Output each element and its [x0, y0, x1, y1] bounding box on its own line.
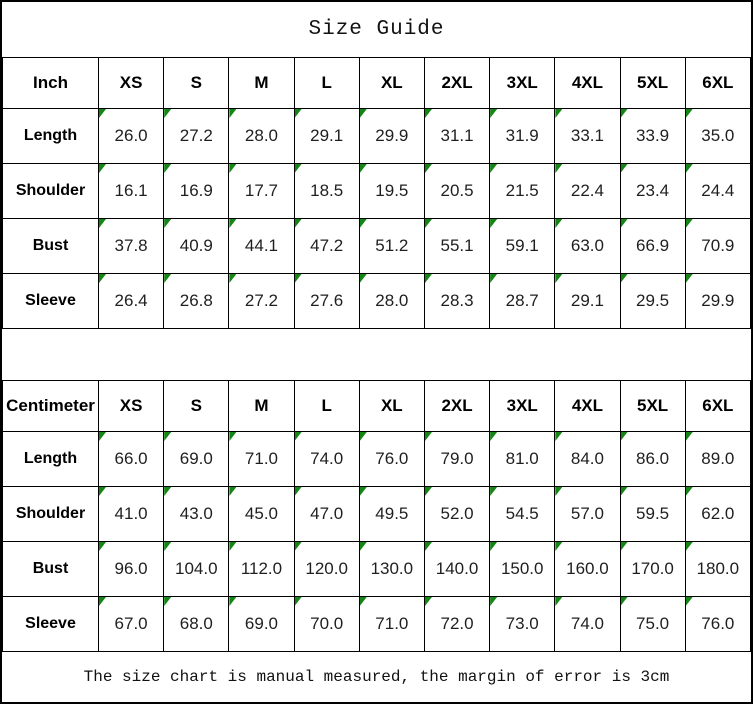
green-corner-flag-icon — [295, 597, 302, 606]
value-cell — [424, 274, 489, 329]
green-corner-flag-icon — [621, 542, 628, 551]
value-text: 27.2 — [179, 126, 213, 145]
value-text: 28.0 — [244, 126, 279, 145]
green-corner-flag-icon — [164, 432, 171, 441]
value-text: 140.0 — [435, 559, 479, 578]
green-corner-flag-icon — [164, 487, 171, 496]
unit-header-cell: Inch — [3, 58, 99, 109]
value-cell — [490, 432, 555, 487]
value-text: 28.3 — [440, 291, 474, 310]
green-corner-flag-icon — [99, 542, 106, 551]
value-cell — [620, 164, 685, 219]
value-text: 74.0 — [310, 449, 344, 468]
green-corner-flag-icon — [229, 274, 236, 283]
green-corner-flag-icon — [555, 487, 562, 496]
measurement-row — [3, 542, 751, 597]
value-cell — [685, 164, 750, 219]
value-text: 81.0 — [505, 449, 539, 468]
unit-header-cell: Centimeter — [3, 381, 99, 432]
size-header-cell: 5XL — [620, 58, 685, 109]
green-corner-flag-icon — [425, 542, 432, 551]
size-header-cell: 6XL — [685, 381, 750, 432]
value-text: 112.0 — [240, 559, 283, 578]
value-cell — [164, 597, 229, 652]
value-cell — [490, 219, 555, 274]
green-corner-flag-icon — [99, 432, 106, 441]
value-cell — [294, 432, 359, 487]
value-text: 29.9 — [701, 291, 735, 310]
value-cell — [555, 487, 620, 542]
green-corner-flag-icon — [295, 432, 302, 441]
value-text: 19.5 — [375, 181, 409, 200]
green-corner-flag-icon — [490, 597, 497, 606]
green-corner-flag-icon — [229, 487, 236, 496]
row-label: Length — [3, 109, 99, 164]
size-header-cell: 4XL — [555, 381, 620, 432]
value-text: 16.9 — [179, 181, 213, 200]
value-text: 28.7 — [505, 291, 539, 310]
value-cell — [294, 597, 359, 652]
measurement-row — [3, 274, 751, 329]
value-text: 49.5 — [375, 504, 409, 523]
green-corner-flag-icon — [686, 597, 693, 606]
value-text: 89.0 — [701, 449, 735, 468]
size-header-cell: 2XL — [424, 58, 489, 109]
value-cell — [229, 164, 294, 219]
value-text: 67.0 — [114, 614, 148, 633]
green-corner-flag-icon — [490, 274, 497, 283]
green-corner-flag-icon — [99, 274, 106, 283]
header-row — [3, 381, 751, 432]
green-corner-flag-icon — [490, 542, 497, 551]
green-corner-flag-icon — [425, 487, 432, 496]
value-text: 26.4 — [114, 291, 148, 310]
value-text: 29.5 — [636, 291, 670, 310]
green-corner-flag-icon — [360, 597, 367, 606]
green-corner-flag-icon — [425, 597, 432, 606]
green-corner-flag-icon — [295, 487, 302, 496]
value-text: 24.4 — [701, 181, 735, 200]
value-cell — [424, 164, 489, 219]
value-text: 43.0 — [179, 504, 213, 523]
green-corner-flag-icon — [229, 432, 236, 441]
value-text: 59.1 — [505, 236, 539, 255]
value-cell — [164, 109, 229, 164]
value-text: 22.4 — [570, 181, 604, 200]
green-corner-flag-icon — [295, 219, 302, 228]
table-gap — [2, 329, 751, 380]
value-text: 66.9 — [636, 236, 670, 255]
green-corner-flag-icon — [229, 219, 236, 228]
value-cell — [424, 432, 489, 487]
value-cell — [490, 542, 555, 597]
row-label: Sleeve — [3, 274, 99, 329]
value-cell — [99, 542, 164, 597]
value-cell — [164, 274, 229, 329]
value-text: 180.0 — [696, 559, 740, 578]
green-corner-flag-icon — [490, 109, 497, 118]
value-text: 20.5 — [440, 181, 474, 200]
value-text: 62.0 — [701, 504, 735, 523]
value-cell — [99, 164, 164, 219]
row-label: Bust — [3, 219, 99, 274]
value-cell — [229, 274, 294, 329]
value-text: 33.9 — [636, 126, 670, 145]
value-text: 17.7 — [244, 181, 279, 200]
value-cell — [229, 597, 294, 652]
green-corner-flag-icon — [164, 597, 171, 606]
value-text: 16.1 — [114, 181, 148, 200]
value-cell — [424, 597, 489, 652]
value-text: 55.1 — [440, 236, 474, 255]
green-corner-flag-icon — [295, 109, 302, 118]
green-corner-flag-icon — [686, 432, 693, 441]
value-cell — [294, 109, 359, 164]
row-label: Length — [3, 432, 99, 487]
value-text: 41.0 — [114, 504, 148, 523]
value-text: 54.5 — [505, 504, 539, 523]
value-cell — [164, 432, 229, 487]
green-corner-flag-icon — [360, 219, 367, 228]
value-cell — [685, 542, 750, 597]
value-text: 69.0 — [244, 614, 279, 633]
green-corner-flag-icon — [360, 542, 367, 551]
green-corner-flag-icon — [164, 109, 171, 118]
measurement-row — [3, 432, 751, 487]
green-corner-flag-icon — [425, 432, 432, 441]
value-cell — [229, 542, 294, 597]
green-corner-flag-icon — [621, 164, 628, 173]
value-text: 74.0 — [570, 614, 604, 633]
value-cell — [490, 597, 555, 652]
value-cell — [620, 109, 685, 164]
green-corner-flag-icon — [99, 487, 106, 496]
green-corner-flag-icon — [295, 164, 302, 173]
value-text: 69.0 — [179, 449, 213, 468]
green-corner-flag-icon — [686, 164, 693, 173]
value-cell — [229, 109, 294, 164]
green-corner-flag-icon — [164, 164, 171, 173]
row-label: Sleeve — [3, 597, 99, 652]
measurement-row — [3, 219, 751, 274]
value-text: 120.0 — [305, 559, 348, 578]
value-text: 73.0 — [505, 614, 539, 633]
value-text: 51.2 — [375, 236, 409, 255]
green-corner-flag-icon — [99, 109, 106, 118]
green-corner-flag-icon — [360, 109, 367, 118]
value-cell — [164, 164, 229, 219]
green-corner-flag-icon — [229, 597, 236, 606]
header-row — [3, 58, 751, 109]
green-corner-flag-icon — [490, 219, 497, 228]
green-corner-flag-icon — [229, 164, 236, 173]
value-cell — [164, 487, 229, 542]
size-header-cell: 2XL — [424, 381, 489, 432]
green-corner-flag-icon — [621, 487, 628, 496]
value-text: 160.0 — [566, 559, 609, 578]
value-cell — [229, 219, 294, 274]
value-cell — [490, 274, 555, 329]
value-cell — [620, 219, 685, 274]
value-cell — [555, 432, 620, 487]
centimeter-size-table — [2, 380, 751, 652]
green-corner-flag-icon — [555, 109, 562, 118]
value-cell — [555, 274, 620, 329]
value-cell — [294, 542, 359, 597]
green-corner-flag-icon — [490, 487, 497, 496]
value-text: 29.1 — [310, 126, 344, 145]
value-cell — [555, 597, 620, 652]
value-cell — [685, 274, 750, 329]
value-text: 63.0 — [570, 236, 604, 255]
value-cell — [685, 597, 750, 652]
page-title: Size Guide — [308, 18, 445, 41]
value-text: 52.0 — [440, 504, 474, 523]
value-text: 33.1 — [570, 126, 604, 145]
value-text: 31.1 — [440, 126, 474, 145]
value-text: 84.0 — [570, 449, 604, 468]
value-text: 104.0 — [175, 559, 218, 578]
green-corner-flag-icon — [555, 274, 562, 283]
size-header-cell: S — [164, 58, 229, 109]
value-text: 96.0 — [114, 559, 148, 578]
green-corner-flag-icon — [686, 542, 693, 551]
green-corner-flag-icon — [555, 542, 562, 551]
green-corner-flag-icon — [621, 274, 628, 283]
green-corner-flag-icon — [99, 164, 106, 173]
inch-size-table — [2, 57, 751, 329]
value-text: 70.9 — [701, 236, 735, 255]
value-cell — [294, 487, 359, 542]
value-text: 29.1 — [570, 291, 604, 310]
size-header-cell: XL — [359, 381, 424, 432]
value-text: 170.0 — [631, 559, 674, 578]
value-text: 21.5 — [505, 181, 539, 200]
size-header-cell: 3XL — [490, 58, 555, 109]
green-corner-flag-icon — [360, 164, 367, 173]
green-corner-flag-icon — [555, 597, 562, 606]
value-cell — [99, 274, 164, 329]
green-corner-flag-icon — [425, 164, 432, 173]
value-text: 37.8 — [114, 236, 148, 255]
green-corner-flag-icon — [621, 432, 628, 441]
value-cell — [294, 219, 359, 274]
size-header-cell: M — [229, 381, 294, 432]
value-text: 71.0 — [375, 614, 409, 633]
value-cell — [359, 542, 424, 597]
value-text: 27.2 — [244, 291, 279, 310]
green-corner-flag-icon — [686, 109, 693, 118]
green-corner-flag-icon — [295, 274, 302, 283]
footer-note: The size chart is manual measured, the margin of error is 3cm — [83, 668, 670, 686]
green-corner-flag-icon — [490, 432, 497, 441]
value-text: 79.0 — [440, 449, 474, 468]
row-label: Shoulder — [3, 487, 99, 542]
value-text: 130.0 — [370, 559, 414, 578]
value-cell — [99, 487, 164, 542]
value-text: 76.0 — [375, 449, 409, 468]
green-corner-flag-icon — [425, 219, 432, 228]
value-cell — [359, 274, 424, 329]
size-header-cell: XL — [359, 58, 424, 109]
value-text: 75.0 — [636, 614, 670, 633]
green-corner-flag-icon — [555, 164, 562, 173]
value-text: 47.0 — [310, 504, 344, 523]
green-corner-flag-icon — [99, 219, 106, 228]
value-cell — [164, 219, 229, 274]
value-cell — [99, 432, 164, 487]
value-text: 70.0 — [310, 614, 344, 633]
green-corner-flag-icon — [686, 274, 693, 283]
value-cell — [229, 432, 294, 487]
value-text: 18.5 — [310, 181, 344, 200]
value-cell — [620, 542, 685, 597]
green-corner-flag-icon — [686, 219, 693, 228]
value-text: 72.0 — [440, 614, 474, 633]
value-cell — [294, 274, 359, 329]
value-text: 35.0 — [701, 126, 735, 145]
green-corner-flag-icon — [621, 597, 628, 606]
value-cell — [555, 219, 620, 274]
value-text: 76.0 — [701, 614, 735, 633]
value-text: 59.5 — [636, 504, 670, 523]
green-corner-flag-icon — [425, 274, 432, 283]
green-corner-flag-icon — [490, 164, 497, 173]
size-header-cell: 5XL — [620, 381, 685, 432]
green-corner-flag-icon — [621, 109, 628, 118]
green-corner-flag-icon — [621, 219, 628, 228]
value-cell — [99, 597, 164, 652]
value-text: 26.0 — [114, 126, 148, 145]
measurement-row — [3, 109, 751, 164]
value-cell — [164, 542, 229, 597]
size-header-cell: M — [229, 58, 294, 109]
value-text: 26.8 — [179, 291, 213, 310]
green-corner-flag-icon — [360, 432, 367, 441]
measurement-row — [3, 597, 751, 652]
green-corner-flag-icon — [295, 542, 302, 551]
value-cell — [685, 219, 750, 274]
row-label: Shoulder — [3, 164, 99, 219]
value-text: 57.0 — [570, 504, 604, 523]
value-cell — [424, 109, 489, 164]
green-corner-flag-icon — [229, 542, 236, 551]
value-text: 29.9 — [375, 126, 409, 145]
value-text: 40.9 — [179, 236, 213, 255]
green-corner-flag-icon — [555, 432, 562, 441]
measurement-row — [3, 487, 751, 542]
value-text: 45.0 — [244, 504, 279, 523]
value-cell — [229, 487, 294, 542]
value-text: 28.0 — [375, 291, 409, 310]
size-header-cell: XS — [99, 58, 164, 109]
green-corner-flag-icon — [99, 597, 106, 606]
value-cell — [685, 487, 750, 542]
value-cell — [555, 164, 620, 219]
value-cell — [685, 109, 750, 164]
value-cell — [490, 487, 555, 542]
green-corner-flag-icon — [360, 487, 367, 496]
green-corner-flag-icon — [425, 109, 432, 118]
size-header-cell: L — [294, 381, 359, 432]
value-cell — [685, 432, 750, 487]
green-corner-flag-icon — [686, 487, 693, 496]
value-cell — [555, 542, 620, 597]
value-cell — [294, 164, 359, 219]
size-header-cell: XS — [99, 381, 164, 432]
size-header-cell: 6XL — [685, 58, 750, 109]
green-corner-flag-icon — [164, 274, 171, 283]
value-cell — [359, 109, 424, 164]
size-header-cell: L — [294, 58, 359, 109]
value-cell — [359, 164, 424, 219]
value-cell — [620, 487, 685, 542]
measurement-row — [3, 164, 751, 219]
value-text: 86.0 — [636, 449, 670, 468]
value-cell — [359, 487, 424, 542]
green-corner-flag-icon — [555, 219, 562, 228]
value-text: 44.1 — [244, 236, 279, 255]
value-text: 68.0 — [179, 614, 213, 633]
value-cell — [620, 274, 685, 329]
value-cell — [359, 597, 424, 652]
green-corner-flag-icon — [229, 109, 236, 118]
value-cell — [359, 219, 424, 274]
green-corner-flag-icon — [164, 219, 171, 228]
size-header-cell: 4XL — [555, 58, 620, 109]
value-text: 23.4 — [636, 181, 670, 200]
value-cell — [99, 219, 164, 274]
value-text: 150.0 — [500, 559, 544, 578]
value-cell — [424, 487, 489, 542]
value-cell — [359, 432, 424, 487]
green-corner-flag-icon — [360, 274, 367, 283]
value-cell — [620, 432, 685, 487]
value-text: 27.6 — [310, 291, 344, 310]
size-header-cell: 3XL — [490, 381, 555, 432]
row-label: Bust — [3, 542, 99, 597]
value-cell — [555, 109, 620, 164]
value-text: 66.0 — [114, 449, 148, 468]
value-cell — [620, 597, 685, 652]
value-cell — [99, 109, 164, 164]
size-header-cell: S — [164, 381, 229, 432]
value-cell — [424, 219, 489, 274]
value-text: 31.9 — [505, 126, 539, 145]
value-cell — [490, 109, 555, 164]
value-text: 47.2 — [310, 236, 344, 255]
value-cell — [424, 542, 489, 597]
value-text: 71.0 — [244, 449, 279, 468]
value-cell — [490, 164, 555, 219]
green-corner-flag-icon — [164, 542, 171, 551]
